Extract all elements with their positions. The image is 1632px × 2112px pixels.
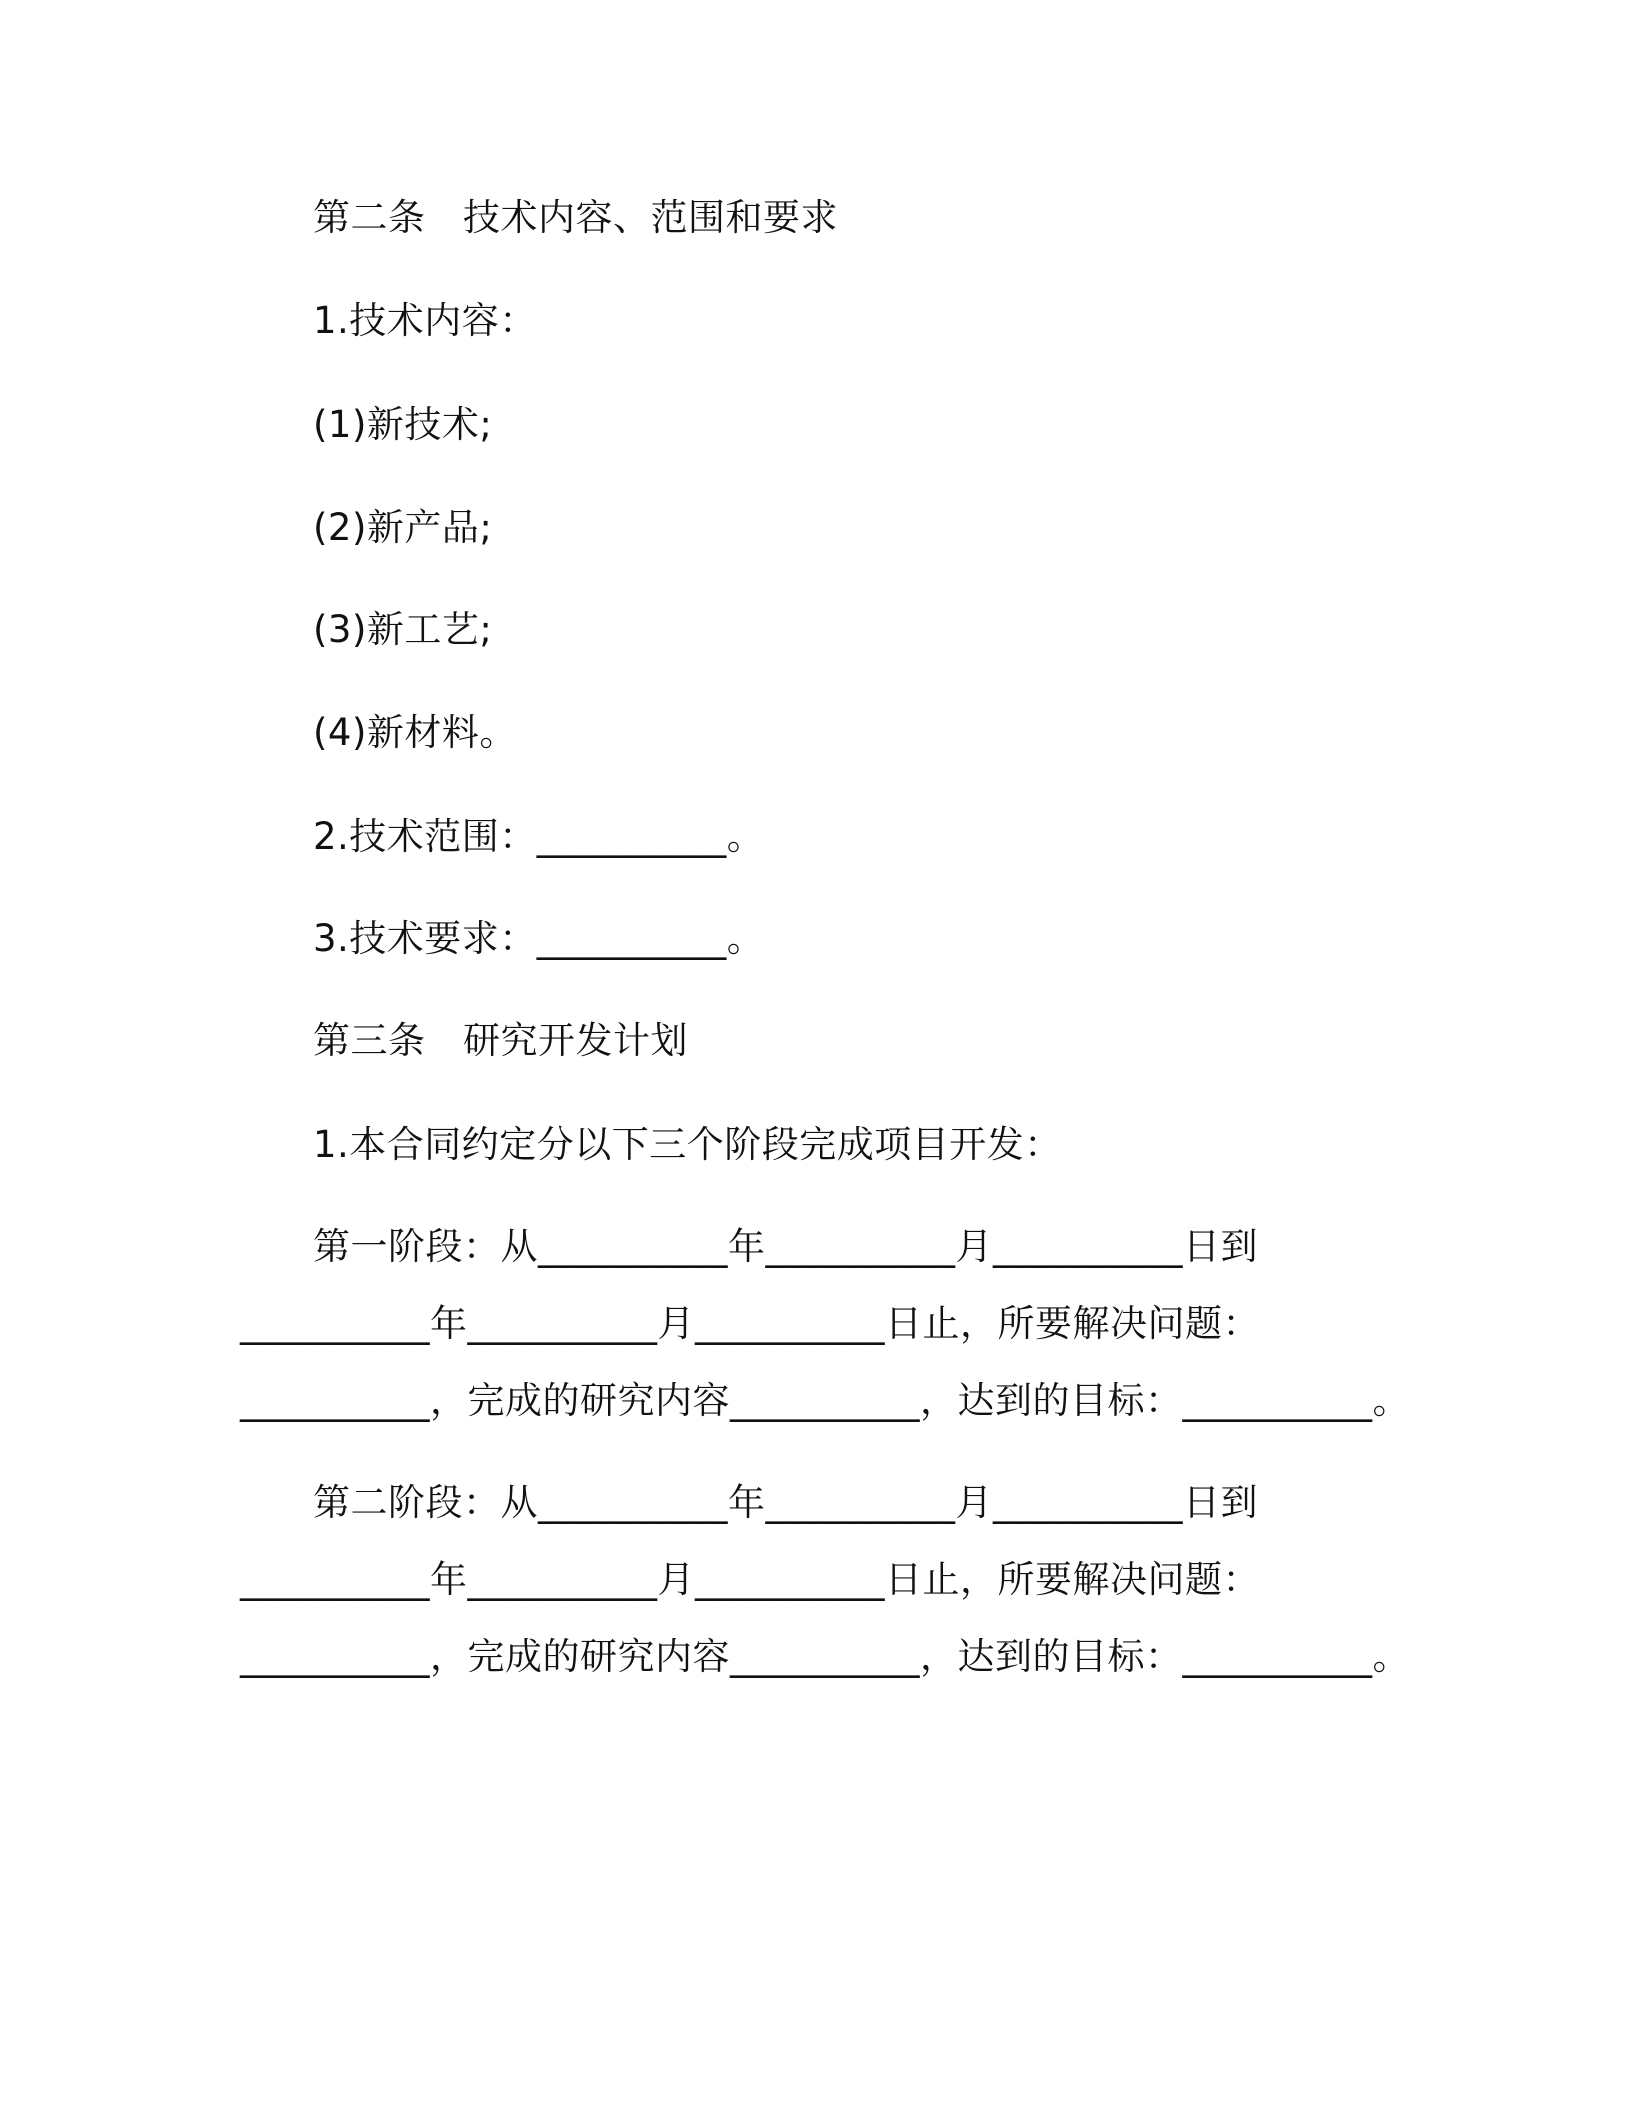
phase-1-line-2: __________年__________月__________日止，所要解决问题： — [240, 1302, 1260, 1345]
list-item: (1)新技术; — [313, 403, 493, 446]
phase-2-line-1: 第二阶段：从__________年__________月__________日到 — [313, 1481, 1258, 1524]
tech-content-label: 1.技术内容： — [313, 299, 537, 342]
phase-2-line-3: __________，完成的研究内容__________，达到的目标：__________。 — [240, 1635, 1410, 1678]
phase-2-line-2: __________年__________月__________日止，所要解决问题： — [240, 1558, 1260, 1601]
list-item: (2)新产品; — [313, 506, 493, 549]
phase-1-line-1: 第一阶段：从__________年__________月__________日到 — [313, 1225, 1258, 1268]
list-item: (3)新工艺; — [313, 608, 493, 651]
article-2-heading: 第二条 技术内容、范围和要求 — [313, 196, 838, 239]
article-3-heading: 第三条 研究开发计划 — [313, 1019, 688, 1062]
phase-1-line-3: __________，完成的研究内容__________，达到的目标：__________。 — [240, 1379, 1410, 1422]
tech-scope-line: 2.技术范围：__________。 — [313, 815, 765, 858]
list-item: (4)新材料。 — [313, 711, 517, 754]
plan-intro: 1.本合同约定分以下三个阶段完成项目开发： — [313, 1123, 1062, 1166]
tech-requirements-line: 3.技术要求：__________。 — [313, 917, 765, 960]
